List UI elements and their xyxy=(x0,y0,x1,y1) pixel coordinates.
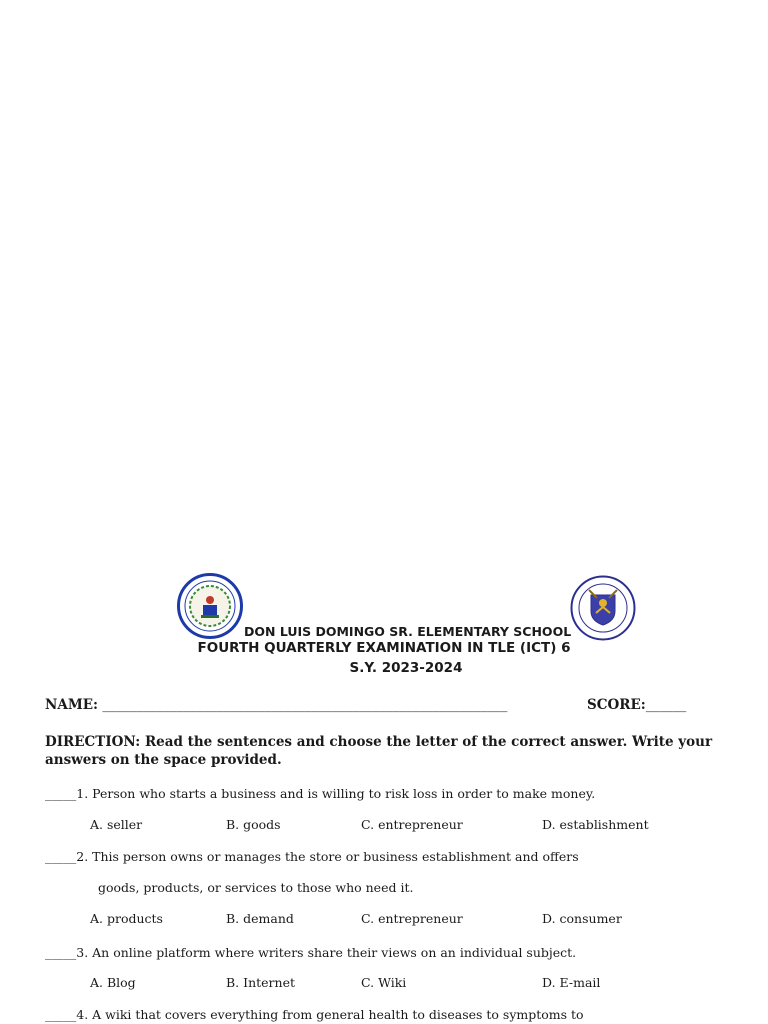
answer-blank[interactable]: _____ xyxy=(45,1007,77,1022)
option-a: A. Blog xyxy=(90,975,136,990)
option-b: B. goods xyxy=(226,817,281,832)
option-b: B. Internet xyxy=(226,975,295,990)
question-text-continued: goods, products, or services to those who need it. xyxy=(98,880,414,895)
question-3 xyxy=(45,945,576,960)
question-text: 2. This person owns or manages the store or business establishment and offers xyxy=(76,849,579,864)
question-2 xyxy=(45,849,579,864)
answer-blank[interactable]: _____ xyxy=(45,945,77,960)
school-year: S.Y. 2023-2024 xyxy=(349,660,463,676)
answer-blank[interactable]: _____ xyxy=(45,786,77,801)
answer-blank[interactable]: _____ xyxy=(45,849,77,864)
score-field xyxy=(587,697,686,713)
name-blank[interactable]: ____________________________________________________________ xyxy=(102,697,508,713)
option-c: C. entrepreneur xyxy=(361,817,463,832)
question-text: 4. A wiki that covers everything from general health to diseases to symptoms to xyxy=(76,1007,584,1022)
name-label: NAME: xyxy=(45,697,99,713)
option-b: B. demand xyxy=(226,911,294,926)
question-text: 3. An online platform where writers share their views on an individual subject. xyxy=(76,945,577,960)
option-a: A. seller xyxy=(90,817,143,832)
option-c: C. Wiki xyxy=(361,975,407,990)
question-4 xyxy=(45,1007,584,1022)
option-d: D. establishment xyxy=(542,817,649,832)
exam-title: FOURTH QUARTERLY EXAMINATION IN TLE (ICT) 6 xyxy=(197,640,571,656)
option-c: C. entrepreneur xyxy=(361,911,463,926)
school-name: DON LUIS DOMINGO SR. ELEMENTARY SCHOOL xyxy=(244,624,572,639)
school-seal-icon xyxy=(177,573,243,639)
name-score-line xyxy=(45,697,507,713)
question-text: 1. Person who starts a business and is willing to risk loss in order to make money. xyxy=(76,786,596,801)
option-d: D. E-mail xyxy=(542,975,601,990)
score-label: SCORE: xyxy=(587,697,646,713)
deped-seal-icon xyxy=(570,575,636,641)
direction-text: DIRECTION: Read the sentences and choose the letter of the correct answer. Write your answers on the space provided. xyxy=(45,734,713,768)
option-a: A. products xyxy=(90,911,163,926)
option-d: D. consumer xyxy=(542,911,622,926)
score-blank[interactable]: ______ xyxy=(645,697,687,713)
question-1 xyxy=(45,786,595,801)
